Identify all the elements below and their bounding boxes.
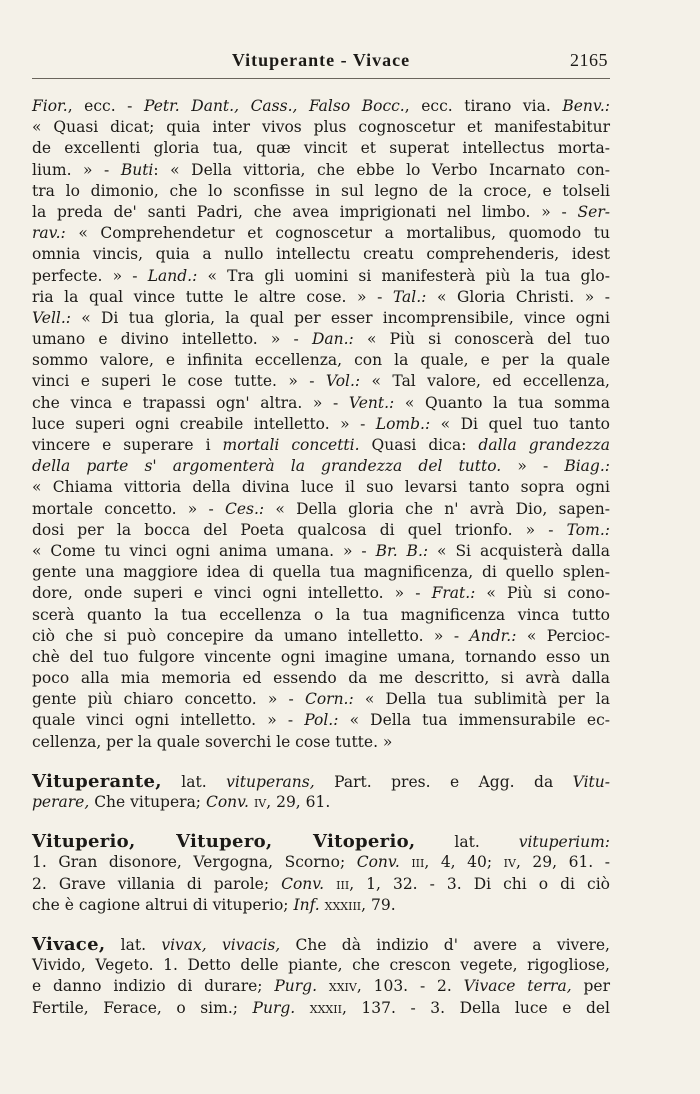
text-segment: , 103. - 2. xyxy=(356,977,464,996)
dictionary-entry xyxy=(32,831,610,916)
roman-numeral: iii xyxy=(411,853,425,872)
italic-text: Pol.: xyxy=(304,711,339,730)
text-segment: Vivido, Vegeto. 1. Detto delle piante, che crescon vegete, rigogliose, xyxy=(32,956,610,975)
entries-list xyxy=(32,771,610,1019)
text-segment: Che vitupera; xyxy=(89,793,206,811)
text-line xyxy=(32,852,610,873)
text-segment: vinci e superi le cose tutte. » - xyxy=(32,372,326,391)
italic-text: Frat.: xyxy=(431,584,476,603)
text-segment: 2. Grave villania di parole; xyxy=(32,874,282,893)
text-segment: « Tal valore, ed eccellenza, xyxy=(360,372,610,391)
roman-numeral: iv xyxy=(253,793,267,811)
text-line xyxy=(32,371,610,392)
text-segment: lat. xyxy=(161,772,227,791)
body-text xyxy=(32,96,610,1019)
text-line xyxy=(32,647,610,668)
text-line xyxy=(32,202,610,223)
italic-text: vituperium: xyxy=(518,833,610,852)
text-segment: « Tra gli uomini si manifesterà più la tua glo- xyxy=(197,266,611,285)
headword: Vituperante, xyxy=(32,770,162,792)
text-line xyxy=(32,976,610,997)
roman-numeral: xxiv xyxy=(328,977,357,996)
text-segment: « Più si cono- xyxy=(475,584,610,603)
text-segment: gente più chiaro concetto. » - xyxy=(32,690,305,709)
text-segment: « Percioc- xyxy=(516,626,611,645)
text-line xyxy=(32,955,610,976)
text-segment: dore, onde superi e vinci ogni intelletto. » - xyxy=(32,584,432,603)
text-line xyxy=(32,689,610,710)
text-segment: per xyxy=(571,977,610,996)
text-segment: « Come tu vinci ogni anima umana. » - xyxy=(32,541,376,560)
page-number: 2165 xyxy=(570,50,608,70)
text-line xyxy=(32,414,610,435)
text-segment: « Si acquisterà dalla xyxy=(428,541,610,560)
text-segment xyxy=(295,999,310,1017)
text-line xyxy=(32,520,610,541)
text-line xyxy=(32,96,610,117)
text-segment: cellenza, per la quale soverchi le cose tutte. » xyxy=(32,732,393,751)
text-segment: ciò che si può concepire da umano intelletto. » - xyxy=(32,626,470,645)
italic-text: Tal.: xyxy=(392,287,427,306)
dictionary-entry xyxy=(32,771,610,813)
text-segment: « Della tua sublimità per la xyxy=(353,690,610,709)
text-segment: , 137. - 3. Della luce e del xyxy=(341,998,610,1017)
text-segment: « Gloria Christi. » - xyxy=(426,287,610,306)
text-segment: perfecte. » - xyxy=(32,266,148,285)
text-segment: scerà quanto la tua eccellenza o la tua magnificenza vinca tutto xyxy=(32,605,610,624)
italic-text: Purg. xyxy=(252,998,296,1017)
text-line xyxy=(32,895,610,916)
italic-text: rav.: xyxy=(32,224,66,243)
text-line xyxy=(32,562,610,583)
text-segment: che vinca e trapassi ogn' altra. » - xyxy=(32,393,349,412)
text-segment: » - xyxy=(501,457,565,476)
text-segment: , 79. xyxy=(361,895,396,914)
italic-text: Inf. xyxy=(293,895,320,914)
italic-text: vivax, vivacis, xyxy=(161,935,281,954)
italic-text: Purg. xyxy=(274,977,318,996)
text-line xyxy=(32,223,610,244)
text-segment: ria la qual vince tutte le altre cose. » - xyxy=(32,287,393,306)
text-line xyxy=(32,583,610,604)
roman-numeral: xxxiii xyxy=(324,895,362,914)
headword: Vivace, xyxy=(32,933,106,955)
italic-text: Corn.: xyxy=(304,690,354,709)
italic-text: Conv. xyxy=(205,793,249,811)
text-segment: , ecc. tirano via. xyxy=(404,97,563,115)
italic-text: Tom.: xyxy=(566,520,610,539)
roman-numeral: iii xyxy=(336,874,350,893)
text-segment: Quasi dica: xyxy=(359,436,479,454)
text-segment: « Di tua gloria, la qual per esser incomprensibile, vince ogni xyxy=(71,308,610,327)
text-line xyxy=(32,244,610,265)
text-segment: : « Della vittoria, che ebbe lo Verbo Incarnato con- xyxy=(153,160,610,179)
italic-text: vituperans, xyxy=(226,772,315,791)
text-line xyxy=(32,456,610,477)
text-segment: de excellenti gloria tua, quæ vincit et superat intellectus morta- xyxy=(32,139,610,158)
text-segment xyxy=(324,875,336,893)
text-line xyxy=(32,308,610,329)
italic-text: Vitu- xyxy=(572,772,610,791)
text-segment: « Chiama vittoria della divina luce il suo levarsi tanto sopra ogni xyxy=(32,478,610,497)
text-segment: quale vinci ogni intelletto. » - xyxy=(32,711,305,730)
text-segment: umano e divino intelletto. » - xyxy=(32,330,312,349)
italic-text: della parte s' argomenterà la grandezza del tutto. xyxy=(32,457,502,476)
text-segment: , 4, 40; xyxy=(424,853,504,872)
text-segment: vincere e superare i xyxy=(32,436,223,454)
italic-text: Fior. xyxy=(32,97,68,115)
roman-numeral: xxxii xyxy=(309,998,342,1017)
text-segment: gente una maggiore idea di quella tua magnificenza, di quello splen- xyxy=(32,563,610,582)
text-segment: Part. pres. e Agg. da xyxy=(314,772,573,791)
text-line xyxy=(32,117,610,138)
text-segment: « Più si conoscerà del tuo xyxy=(353,330,610,349)
text-segment: lat. xyxy=(415,833,519,852)
italic-text: dalla grandezza xyxy=(478,436,610,454)
roman-numeral: iv xyxy=(503,853,516,872)
text-segment: omnia vincis, quia a nullo intellectu creatu comprehenderis, idest xyxy=(32,245,610,264)
text-segment: « Di quel tuo tanto xyxy=(430,414,611,433)
text-segment: , 29, 61. - xyxy=(515,853,611,872)
text-line xyxy=(32,934,610,955)
dictionary-entry xyxy=(32,934,610,1019)
text-segment: « Quanto la tua somma xyxy=(394,393,610,412)
headword: Vituperio, Vitupero, Vitoperio, xyxy=(32,831,416,853)
text-segment: « Della tua immensurabile ec- xyxy=(338,711,610,730)
italic-text: Ser- xyxy=(577,202,610,221)
text-line xyxy=(32,626,610,647)
text-segment: 1. Gran disonore, Vergogna, Scorno; xyxy=(32,853,357,872)
text-segment xyxy=(317,977,329,995)
text-segment: lat. xyxy=(105,935,162,954)
text-segment: tra lo dimonio, che lo sconfisse in sul legno de la croce, e tolseli xyxy=(32,181,610,200)
text-segment: e danno indizio di durare; xyxy=(32,977,275,996)
text-segment: dosi per la bocca del Poeta qualcosa di quel trionfo. » - xyxy=(32,520,567,539)
page-header xyxy=(32,50,610,79)
italic-text: Vell.: xyxy=(32,308,72,327)
text-segment: Fertile, Ferace, o sim.; xyxy=(32,998,253,1017)
text-segment: « Comprehendetur et cognoscetur a mortalibus, quomodo tu xyxy=(65,224,610,243)
text-line xyxy=(32,668,610,689)
text-line xyxy=(32,771,610,792)
text-line xyxy=(32,792,610,813)
italic-text: Petr. Dant., Cass., Falso Bocc. xyxy=(143,97,405,115)
text-line xyxy=(32,874,610,895)
text-line xyxy=(32,393,610,414)
text-segment xyxy=(400,853,412,871)
text-line xyxy=(32,710,610,731)
text-line xyxy=(32,160,610,181)
italic-text: Vol.: xyxy=(325,372,361,391)
italic-text: Lomb.: xyxy=(375,414,431,433)
italic-text: Ces.: xyxy=(225,499,265,518)
text-line xyxy=(32,329,610,350)
text-line xyxy=(32,181,610,202)
italic-text: Andr.: xyxy=(469,626,517,645)
continuation-paragraph xyxy=(32,96,610,753)
text-line xyxy=(32,138,610,159)
text-line xyxy=(32,732,610,753)
text-segment: « Della gloria che n' avrà Dio, sapen- xyxy=(264,499,611,518)
text-line xyxy=(32,477,610,498)
text-segment: la preda de' santi Padri, che avea imprigionati nel limbo. » - xyxy=(32,202,578,221)
text-segment: che è cagione altrui di vituperio; xyxy=(32,895,294,914)
text-line xyxy=(32,435,610,456)
text-segment: , 29, 61. xyxy=(266,793,331,811)
italic-text: Conv. xyxy=(281,874,325,893)
text-segment: mortale concetto. » - xyxy=(32,499,226,518)
text-line xyxy=(32,831,610,852)
text-segment: « Quasi dicat; quia inter vivos plus cognoscetur et manifestabitur xyxy=(32,118,610,137)
italic-text: Conv. xyxy=(356,853,400,872)
italic-text: Dan.: xyxy=(311,330,354,349)
italic-text: Land.: xyxy=(147,266,198,285)
italic-text: mortali concetti. xyxy=(222,436,360,454)
italic-text: Vent.: xyxy=(348,393,395,412)
text-segment: luce superi ogni creabile intelletto. » - xyxy=(32,414,376,433)
text-line xyxy=(32,350,610,371)
running-head: Vituperante - Vivace xyxy=(231,50,411,70)
italic-text: Biag.: xyxy=(564,457,610,476)
text-line xyxy=(32,605,610,626)
italic-text: perare, xyxy=(32,793,90,811)
text-line xyxy=(32,998,610,1019)
italic-text: Benv.: xyxy=(562,97,610,115)
text-line xyxy=(32,499,610,520)
text-line xyxy=(32,287,610,308)
italic-text: Vivace terra, xyxy=(463,977,572,996)
text-segment: poco alla mia memoria ed essendo da me descritto, si avrà dalla xyxy=(32,669,610,688)
text-segment: , 1, 32. - 3. Di chi o di ciò xyxy=(349,874,610,893)
text-segment: chè del tuo fulgore vincente ogni imagine umana, tornando esso un xyxy=(32,647,610,666)
italic-text: Buti xyxy=(120,160,154,179)
italic-text: Br. B.: xyxy=(375,541,429,560)
text-segment: sommo valore, e infinita eccellenza, con la quale, e per la quale xyxy=(32,351,610,370)
text-segment: lium. » - xyxy=(32,160,121,179)
text-segment: , ecc. - xyxy=(67,97,144,115)
text-line xyxy=(32,266,610,287)
text-line xyxy=(32,541,610,562)
text-segment: Che dà indizio d' avere a vivere, xyxy=(280,935,610,954)
